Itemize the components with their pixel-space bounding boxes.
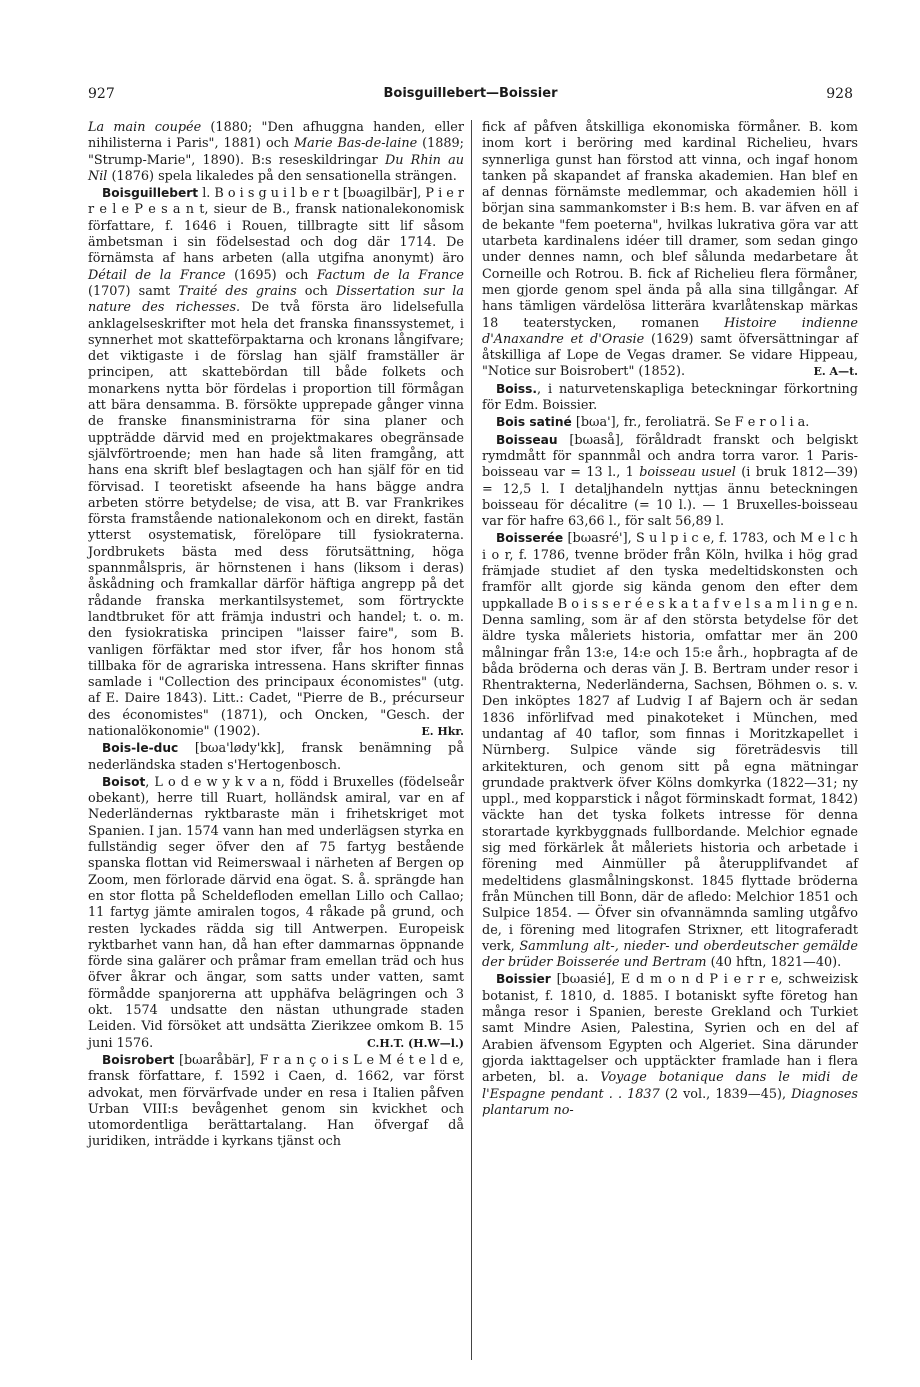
- entry-text: [bωaså], föråldradt franskt och belgiskt rymdmått för spannmål och andra torra varor. 1 Paris-boisseau var = 13 l., 1: [482, 432, 858, 481]
- work-title: Du Rhin au Nil: [88, 152, 464, 184]
- work-title: Diagnoses plantarum no-: [482, 1086, 858, 1118]
- entry-text: (1629) samt öfversättningar af åtskilliga af Lope de Vegas dramer. Se vidare Hippeau, "Notice sur Boisrobert" (1852).: [482, 331, 858, 380]
- headword: Boissier: [496, 972, 551, 987]
- work-title: Factum de la France: [316, 267, 464, 283]
- entry-text: (40 hftn, 1821—40).: [706, 955, 842, 971]
- column-divider: [471, 120, 472, 1360]
- entry-boisrobert-continued: [482, 120, 858, 381]
- headword: Boisot: [102, 774, 146, 789]
- running-title: Boisguillebert—Boissier: [383, 86, 558, 101]
- headword: Boisseau: [496, 432, 558, 447]
- headword: Bois satiné: [496, 415, 572, 430]
- entry-boisseree: [482, 530, 858, 971]
- entry-bois-le-duc: [88, 740, 464, 774]
- left-column: [88, 120, 464, 1151]
- entry-text: (1695) och: [225, 267, 317, 283]
- entry-boiss: [482, 381, 858, 415]
- author-signature: E. A—t.: [813, 365, 858, 379]
- entry-bois-satine: [482, 414, 858, 431]
- headword: Boiss.: [496, 381, 537, 396]
- page-header: [88, 86, 853, 108]
- entry-text: De två första äro lidelsefulla anklagelseskrifter mot hela det franska finanssystemet, i synnerhet mot skatteförpaktarna och kronans långifvare; det viktigaste i de förslag han själf framställer är principen, att skattebördan till både folkets och monarkens nytta bör fördelas i proportion till förmågan att bära densamma. B. försökte upprepade gånger vinna de franske finansministrarna för sina planer och uppträdde därvid med en projektmakares obegränsade självförtroende; men han hade så liten framgång, att hans ena skrift blef beslagtagen och han själf för en tid förvisad. I teoretiskt afseende ha hans bägge andra arbeten större betydelse; de visa, att B. var Frankrikes första framstående nationalekonom och en direkt, fastän ytterst osystematisk, förelöpare till fysiokraterna. Jordbrukets bästa med dess förutsättning, höga spannmålspris, är hörnstenen i hans (liksom i deras) åskådning och framkallar därför häftiga angrepp på det rådande franska merkantilsystemet, som förtryckte landtbruket för att främja industri och handel; t. o. m. den fysiokratiska principen "laisser faire", som B. vanligen förfäktar med stor ifver, får hos honom stå tillbaka för de agrariska intressena. Hans skrifter finnas samlade i "Collection des principaux économistes" (utg. af E. Daire 1843). Litt.: Cadet, "Pierre de B., précurseur des économistes" (1871), och Oncken, "Gesch. der nationalökonomie" (1902).: [88, 300, 464, 739]
- entry-continuation: [88, 120, 464, 185]
- headword: Bois-le-duc: [102, 741, 179, 756]
- entry-boissier: [482, 971, 858, 1119]
- work-title: La main coupée: [88, 120, 202, 135]
- right-column: [482, 120, 858, 1119]
- entry-boisguillebert: [88, 185, 464, 740]
- author-signature: C.H.T. (H.W—l.): [366, 1036, 464, 1050]
- work-title: boisseau usuel: [639, 465, 736, 481]
- work-title: Détail de la France: [88, 267, 226, 283]
- work-title: Voyage botanique dans le midi de l'Espagne pendant . . 1837: [482, 1070, 858, 1102]
- entry-boisseau: [482, 432, 858, 531]
- entry-text: [bωa'lødy'kk], fransk benämning på nederländska staden s'Hertogenbosch.: [88, 741, 464, 773]
- entry-text: fick af påfven åtskilliga ekonomiska förmåner. B. kom inom kort i beröring med kardinal Richelieu, hvars synnerliga gunst han förstod att vinna, och ingaf honom tanken på skapandet af franska akademien. Han blef en af dennas förnämste medlemmar, och akademien höll i början sina sammankomster i B:s hem. B. var äfven en af de bekante "fem poeterna", hvilkas lukrativa göra var att utarbeta kardinalens idéer till dramer, som sedan gingo under dennes namn, och blef sålunda medarbetare åt Corneille och Rotrou. B. fick af Richelieu flera förmåner, men gjorde genom spel ända på alla sina tillgångar. Af hans tämligen värdelösa litterära kvarlåtenskap märkas 18 teaterstycken, romanen: [482, 120, 858, 331]
- entry-boisot: [88, 774, 464, 1052]
- entry-text: l. B o i s g u i l b e r t [bωagilbär], P i e r r e l e P e s a n t, sieur de B., fransk nationalekonomisk författare, f. 1646 i Rouen, tillbragte sitt lif såsom ämbetsman i sin födelsestad och dog där 1714. De förnämsta af hans arbeten (alla utgifna anonymt) äro: [88, 186, 464, 267]
- entry-text: och: [296, 283, 337, 299]
- work-title: Traité des grains: [178, 283, 297, 299]
- entry-text: [bωasié], E d m o n d P i e r r e, schweizisk botanist, f. 1810, d. 1885. I botaniskt syfte företog han många resor i Spanien, bereste Grekland och Turkiet samt Mindre Asien, Palestina, Syrien och en del af Arabien äfvensom Egypten och Algeriet. Sina därunder gjorda iakttagelser och upptäckter framlade han i flera arbeten, bl. a.: [482, 972, 858, 1086]
- work-title: Histoire indienne d'Anaxandre et d'Orasie: [482, 315, 858, 347]
- headword: Boisguillebert: [102, 186, 199, 201]
- work-title: Sammlung alt-, nieder- und oberdeutscher gemälde der brüder Boisserée und Bertram: [482, 938, 858, 971]
- entry-text: , i naturvetenskapliga beteckningar förkortning för Edm. Boissier.: [482, 381, 858, 414]
- entry-text: (1889; "Strump-Marie", 1890). B:s reseskildringar: [88, 136, 464, 168]
- entry-boisrobert: [88, 1052, 464, 1151]
- entry-text: [bωa'], fr., feroliaträ. Se F e r o l i a.: [571, 415, 810, 431]
- entry-text: (i bruk 1812—39) = 12,5 l. I detaljhandeln nyttjas ännu beteckningen boisseau för décalitre (= 10 l.). — 1 Bruxelles-boisseau var för hafre 63,66 l., för salt 56,89 l.: [482, 465, 859, 530]
- page-number-right: 928: [826, 86, 853, 102]
- headword: Boisserée: [496, 531, 564, 546]
- work-title: Dissertation sur la nature des richesses.: [88, 283, 464, 316]
- entry-text: [bωasré'], S u l p i c e, f. 1783, och M e l c h i o r, f. 1786, tvenne bröder från Köln, hvilka i hög grad främjade studiet af den tyska medeltidskonsten och framför allt gjorde sig kända genom den efter dem uppkallade B o i s s e r é e s k a t a f v e l s a m l i n g e n. Denna samling, som är af den största betydelse för det äldre tyska måleriets historia, omfattar mer än 200 målningar från 13:e, 14:e och 15:e årh., hopbragta af de båda bröderna och deras vän J. B. Bertram under resor i Rhentrakterna, Nederländerna, Sachsen, Böhmen o. s. v. Den inköptes 1827 af Ludvig I af Bajern och är sedan 1836 införlifvad med pinakoteket i München, med undantag af 40 taflor, som finnas i Moritzkapellet i Nürnberg. Sulpice vände sig företrädesvis till arkitekturen, och genom sitt på egna mätningar grundade praktverk öfver Kölns domkyrka (1822—31; ny uppl., med kopparstick i något förminskadt format, 1842) väckte han det tyska folkets intresse för denna storartade kyrkbyggnads fullbordande. Melchior egnade sig med förkärlek åt måleriets historia och arbetade i förening med Ainmüller på återupplifvandet af medeltidens glasmålningskonst. 1845 flyttade bröderna från München till Bonn, där de afledo: Melchior 1851 och Sulpice 1854. — Öfver sin ofvannämnda samling utgåfvo de, i förening med litografen Strixner, ett litograferadt verk,: [482, 531, 858, 954]
- page-number-left: 927: [88, 86, 115, 102]
- entry-text: (1880; "Den afhuggna handen, eller nihilisterna i Paris", 1881) och: [88, 120, 465, 152]
- entry-text: , L o d e w y k v a n, född i Bruxelles (födelseår obekant), herre till Ruart, holländsk amiral, var en af Nederländernas ryktbaraste män i frihetskriget mot Spanien. I jan. 1574 vann han med underlägsen styrka en fullständig seger öfver den af 75 fartyg bestående spanska flottan vid Reimerswaal i närheten af Bergen op Zoom, men förlorade därvid ena ögat. S. å. sprängde han en stor flotta på Scheldefloden emellan Lillo och Callao; 11 fartyg jämte amiralen togos, 4 råkade på grund, och resten lyckades rädda sig till Antwerpen. Europeisk ryktbarhet vann han, då han efter dammarnas öppnande förde sina galärer och pråmar fram emellan träd och hus öfver åkrar och ängar, som satts under vatten, samt förmådde spanjorerna att upphäfva belägringen och 3 okt. 1574 undsatte den nästan uthungrade staden Leiden. Vid försöket att undsätta Zierikzee omkom B. 15 juni 1576.: [88, 774, 464, 1051]
- entry-text: (2 vol., 1839—45),: [659, 1086, 792, 1102]
- author-signature: E. Hkr.: [421, 724, 464, 738]
- entry-text: [bωaråbär], F r a n ç o i s L e M é t e l d e, fransk författare, f. 1592 i Caen, d. 1662, var först advokat, men förvärfvade under en resa i Italien påfven Urban VIII:s bevågenhet genom sin kvickhet och utomordentliga berättartalang. Han öfvergaf då juridiken, inträdde i kyrkans tjänst och: [88, 1052, 464, 1150]
- work-title: Marie Bas-de-laine: [294, 136, 418, 152]
- entry-text: (1707) samt: [88, 283, 179, 299]
- entry-text: (1876) spela likaledes på den sensationella strängen.: [107, 168, 457, 184]
- headword: Boisrobert: [102, 1052, 175, 1067]
